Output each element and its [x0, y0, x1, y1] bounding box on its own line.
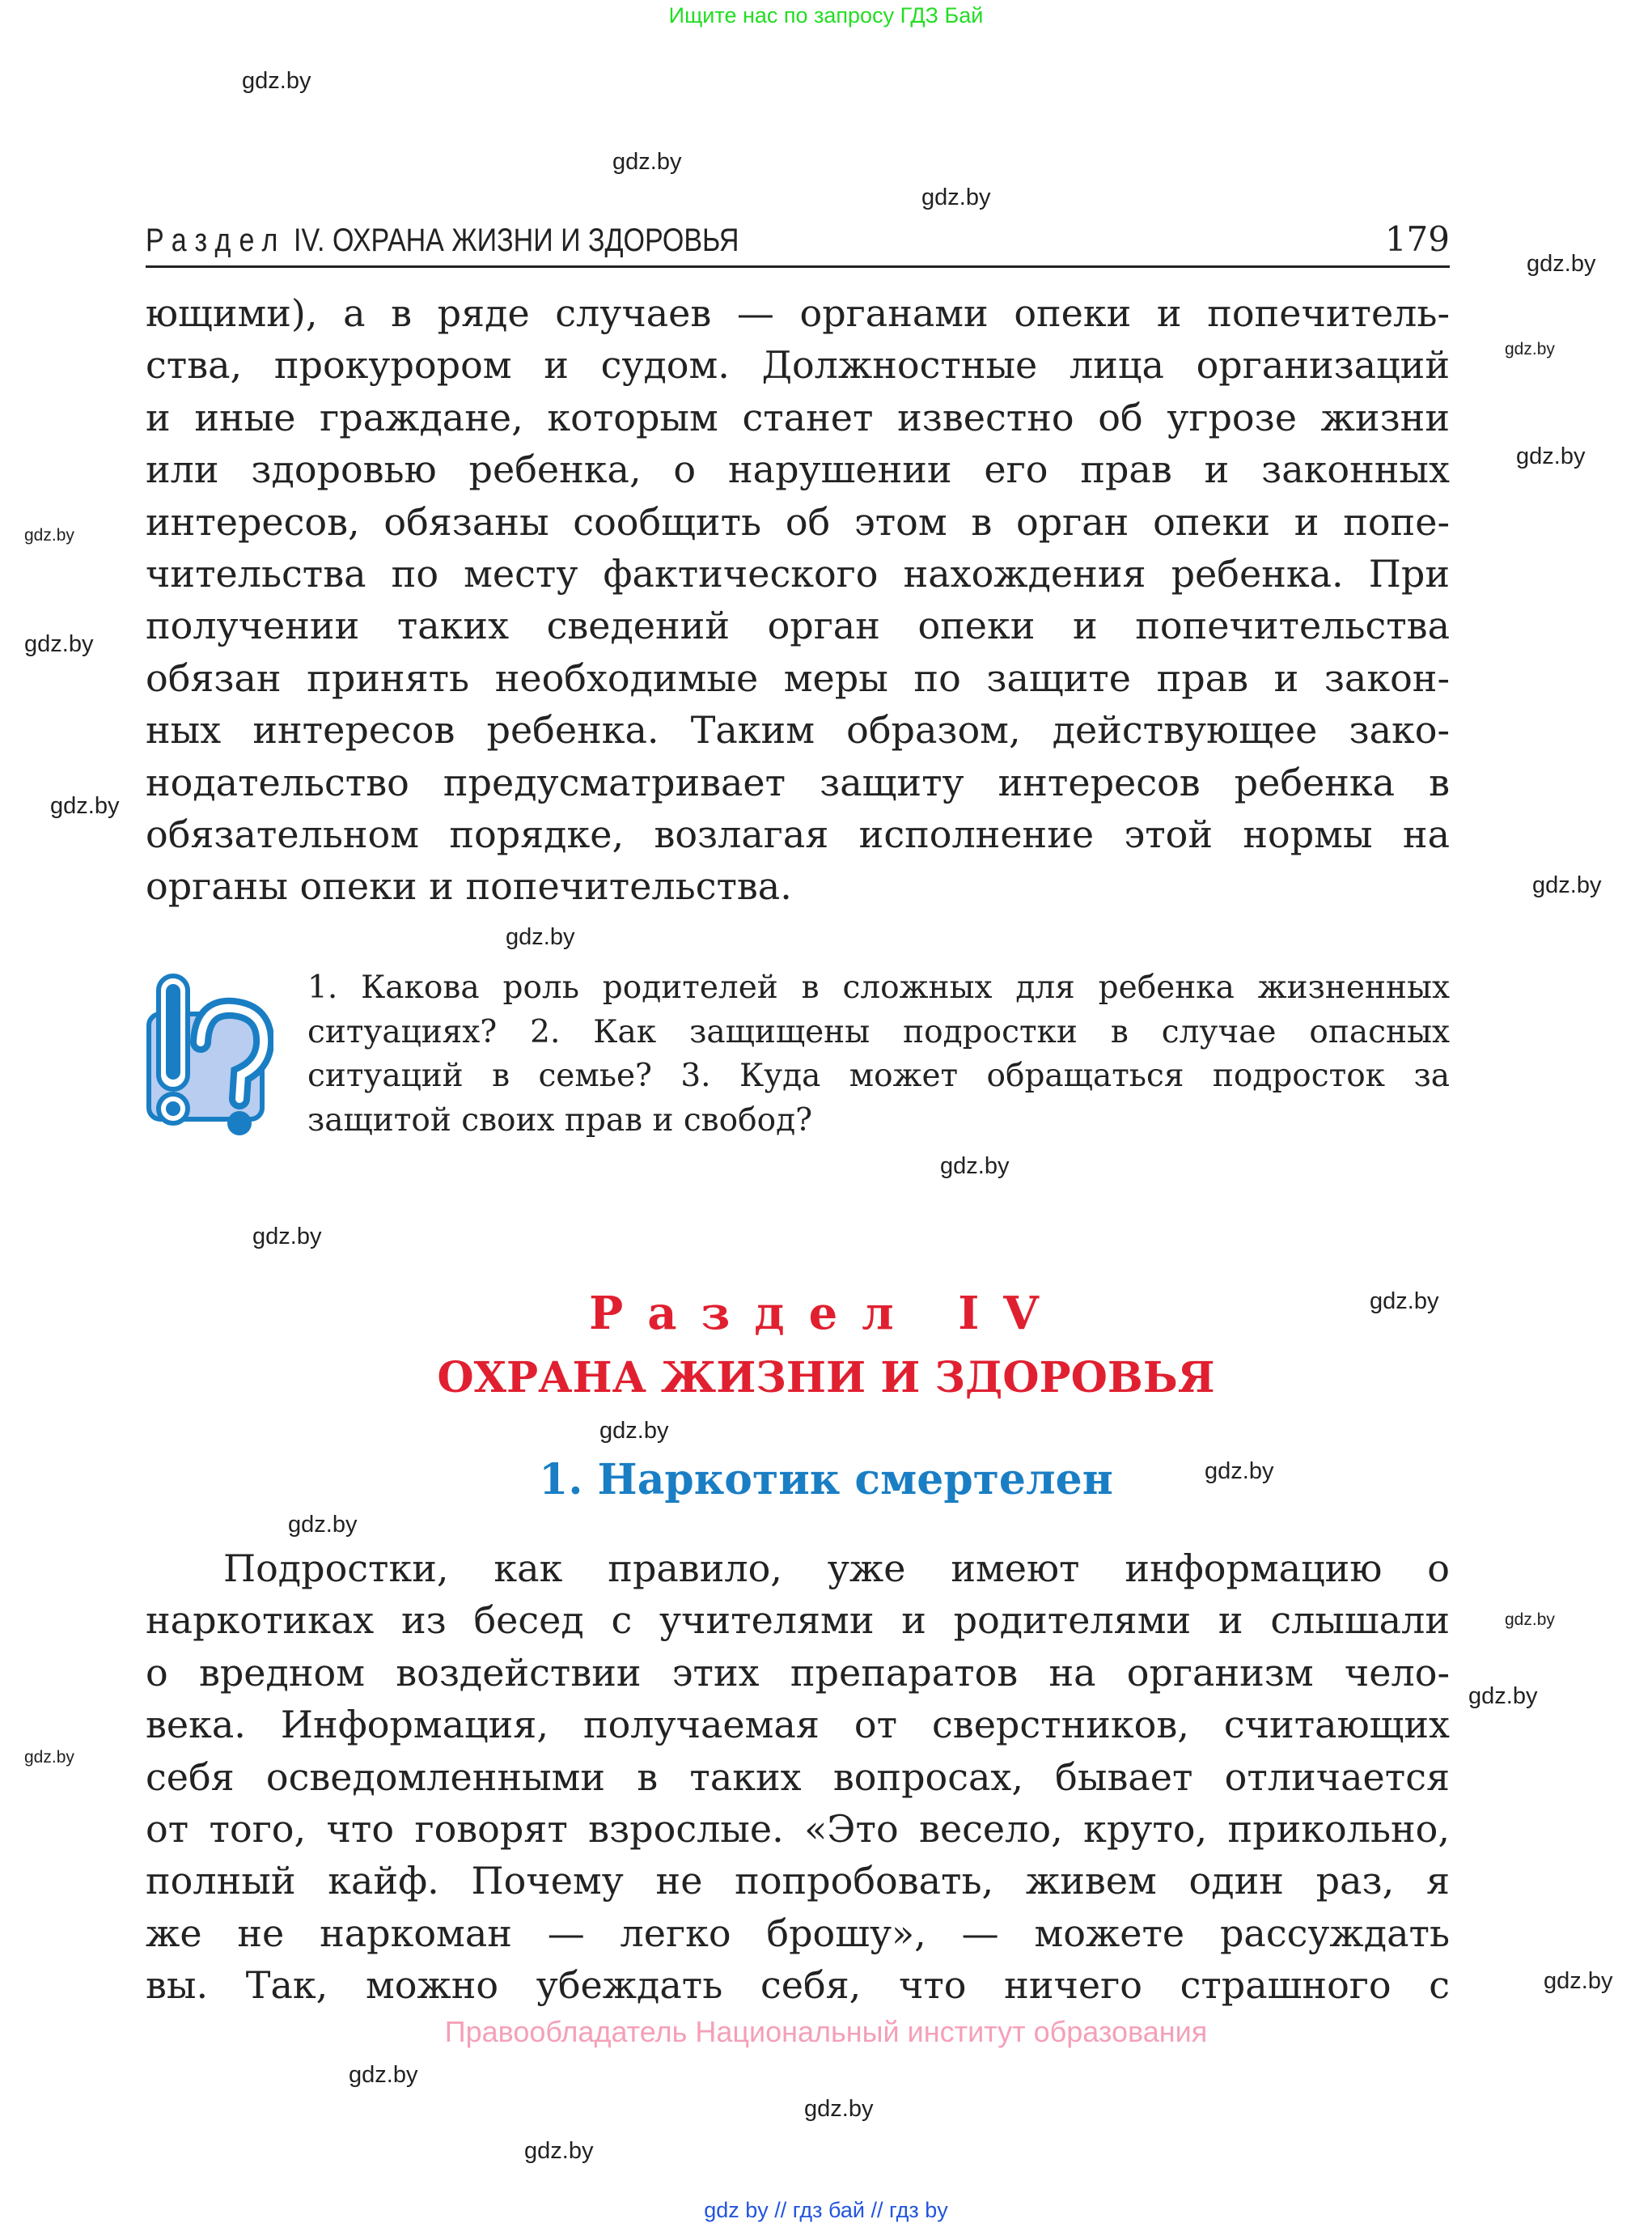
watermark: gdz.by: [506, 924, 575, 950]
text-line: получении таких сведений орган опеки и попечительства: [146, 604, 1450, 648]
text-line: наркотиках из бесед с учителями и родителями и слышали: [146, 1598, 1450, 1643]
text-line: обязательном порядке, возлагая исполнение этой нормы на: [146, 812, 1450, 856]
watermark: gdz.by: [242, 68, 311, 94]
watermark: gdz.by: [50, 793, 120, 819]
search-banner[interactable]: Ищите нас по запросу ГДЗ Бай: [668, 3, 984, 28]
watermark: gdz.by: [612, 149, 682, 175]
text-line: себя осведомленными в таких вопросах, бывает отличается: [146, 1754, 1450, 1799]
text-line: чительства по месту фактического нахождения ребенка. При: [146, 551, 1450, 596]
section-title: IV. ОХРАНА ЖИЗНИ И ЗДОРОВЬЯ: [294, 223, 739, 258]
section-word: Раздел: [146, 223, 286, 258]
text-line: нодательство предусматривает защиту интересов ребенка в: [146, 760, 1450, 804]
watermark: gdz.by: [24, 1748, 74, 1767]
text-line: органы опеки и попечительства.: [146, 864, 792, 909]
watermark: gdz.by: [1370, 1288, 1439, 1314]
watermark: gdz.by: [524, 2138, 594, 2164]
watermark: gdz.by: [349, 2062, 418, 2088]
watermark: gdz.by: [599, 1418, 669, 1444]
text-line: вы. Так, можно убеждать себя, что ничего страшного с: [146, 1963, 1450, 2008]
question-line: ситуациях? 2. Как защищены подростки в случае опасных: [307, 1013, 1450, 1050]
running-title: [146, 223, 739, 259]
watermark: gdz.by: [1505, 1610, 1555, 1629]
text-line: века. Информация, получаемая от сверстников, считающих: [146, 1703, 1450, 1747]
text-line: Подростки, как правило, уже имеют информацию о: [223, 1546, 1450, 1590]
watermark: gdz.by: [288, 1512, 358, 1538]
text-line: обязан принять необходимые меры по защите прав и закон-: [146, 655, 1450, 700]
text-line: ства, прокурором и судом. Должностные лица организаций: [146, 343, 1450, 388]
text-line: ных интересов ребенка. Таким образом, действующее зако-: [146, 708, 1450, 753]
watermark: gdz.by: [1505, 340, 1555, 358]
watermark: gdz.by: [252, 1224, 322, 1249]
page-header: [146, 212, 1450, 268]
watermark: gdz.by: [1468, 1683, 1538, 1709]
watermark: gdz.by: [1516, 443, 1586, 469]
watermark: gdz.by: [1544, 1968, 1613, 1994]
question-line: защитой своих прав и свобод?: [307, 1101, 812, 1139]
watermark: gdz.by: [1205, 1458, 1274, 1484]
watermark: gdz.by: [940, 1153, 1010, 1179]
text-line: же не наркоман — легко брошу», — можете рассуждать: [146, 1911, 1450, 1955]
section-heading: ОХРАНА ЖИЗНИ И ЗДОРОВЬЯ: [437, 1353, 1215, 1402]
question-exclamation-icon: [144, 969, 273, 1139]
question-line: 1. Какова роль родителей в сложных для ребенка жизненных: [307, 969, 1450, 1006]
copyright-notice: Правообладатель Национальный институт образования: [444, 2015, 1208, 2048]
section-label: Раздел IV: [589, 1287, 1063, 1340]
text-line: о вредном воздействии этих препаратов на организм чело-: [146, 1650, 1450, 1695]
text-line: полный кайф. Почему не попробовать, живем один раз, я: [146, 1859, 1450, 1903]
page-number: 179: [1384, 219, 1450, 259]
watermark: gdz.by: [1532, 872, 1602, 898]
paragraph-continued: [146, 287, 1450, 913]
watermark: gdz.by: [24, 631, 94, 657]
question-line: ситуаций в семье? 3. Куда может обращаться подросток за: [307, 1058, 1450, 1095]
text-line: от того, что говорят взрослые. «Это весело, круто, прикольно,: [146, 1806, 1450, 1851]
review-questions: [307, 966, 1450, 1143]
watermark: gdz.by: [24, 526, 74, 545]
text-line: и иные граждане, которым станет известно об угрозе жизни: [146, 395, 1450, 439]
chapter-paragraph: [146, 1542, 1450, 2012]
site-links[interactable]: gdz by // гдз бай // гдз by: [704, 2198, 948, 2222]
chapter-heading: 1. Наркотик смертелен: [539, 1455, 1113, 1504]
text-line: ющими), а в ряде случаев — органами опеки и попечитель-: [146, 291, 1450, 335]
watermark: gdz.by: [921, 185, 991, 210]
watermark: gdz.by: [1527, 251, 1596, 277]
text-line: или здоровью ребенка, о нарушении его прав и законных: [146, 448, 1450, 492]
text-line: интересов, обязаны сообщить об этом в орган опеки и попе-: [146, 499, 1450, 544]
watermark: gdz.by: [804, 2096, 874, 2122]
